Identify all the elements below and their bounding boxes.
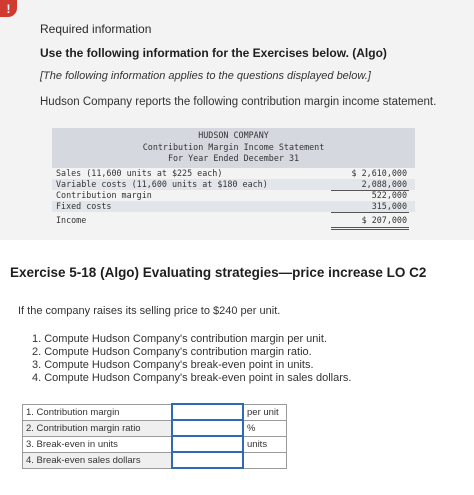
exercise-title: Exercise 5-18 (Algo) Evaluating strategies—price increase LO C2 (10, 265, 427, 280)
subtotal-rule (331, 212, 409, 213)
list-item: 4. Compute Hudson Company's break-even point in sales dollars. (32, 372, 352, 384)
statement-period: For Year Ended December 31 (167, 153, 300, 163)
table-row (23, 436, 287, 452)
income-statement (52, 128, 415, 232)
answer-label: 1. Contribution margin (23, 404, 173, 420)
answer-table (22, 403, 287, 469)
row-label: Contribution margin (56, 190, 152, 200)
break-even-sales-input[interactable] (172, 452, 243, 468)
list-item: 3. Compute Hudson Company's break-even point in units. (32, 359, 314, 371)
answer-label: 2. Contribution margin ratio (23, 420, 173, 436)
contribution-margin-ratio-input[interactable] (172, 420, 243, 436)
instructions-heading: Use the following information for the Exercises below. (Algo) (40, 46, 387, 60)
row-label: Variable costs (11,600 units at $180 each) (56, 179, 268, 189)
row-amount: 315,000 (371, 201, 407, 211)
required-info-title: Required information (40, 22, 152, 36)
statement-row (52, 201, 415, 212)
table-row (23, 420, 287, 436)
statement-row (52, 215, 415, 226)
applies-note: [The following information applies to the questions displayed below.] (40, 70, 371, 82)
row-label: Fixed costs (56, 201, 112, 211)
required-information-panel (0, 0, 474, 240)
row-amount: $ 207,000 (361, 215, 407, 225)
answer-unit (243, 452, 287, 468)
alert-icon: ! (0, 0, 17, 17)
answer-label: 3. Break-even in units (23, 436, 173, 452)
list-item: 1. Compute Hudson Company's contribution margin per unit. (32, 333, 327, 345)
table-row (23, 404, 287, 420)
list-item: 2. Compute Hudson Company's contribution margin ratio. (32, 346, 312, 358)
intro-text: Hudson Company reports the following contribution margin income statement. (40, 96, 437, 108)
row-label: Income (56, 215, 87, 225)
answer-unit: per unit (243, 404, 287, 420)
answer-unit: units (243, 436, 287, 452)
statement-title: Contribution Margin Income Statement (142, 141, 325, 152)
statement-row (52, 190, 415, 201)
answer-unit: % (243, 420, 287, 436)
statement-company: HUDSON COMPANY (198, 130, 269, 140)
row-amount: $ 2,610,000 (351, 168, 407, 178)
total-double-rule (331, 227, 409, 228)
statement-header (52, 128, 415, 168)
row-amount: 2,088,000 (361, 179, 407, 189)
total-double-rule (331, 229, 409, 230)
break-even-units-input[interactable] (172, 436, 243, 452)
row-label: Sales (11,600 units at $225 each) (56, 168, 223, 178)
requirements-list (32, 333, 351, 385)
table-row (23, 452, 287, 468)
row-amount: 522,000 (371, 190, 407, 200)
answer-label: 4. Break-even sales dollars (23, 452, 173, 468)
statement-row (52, 168, 415, 179)
contribution-margin-input[interactable] (172, 404, 243, 420)
exercise-prompt: If the company raises its selling price to $240 per unit. (18, 305, 281, 317)
statement-row (52, 179, 415, 190)
